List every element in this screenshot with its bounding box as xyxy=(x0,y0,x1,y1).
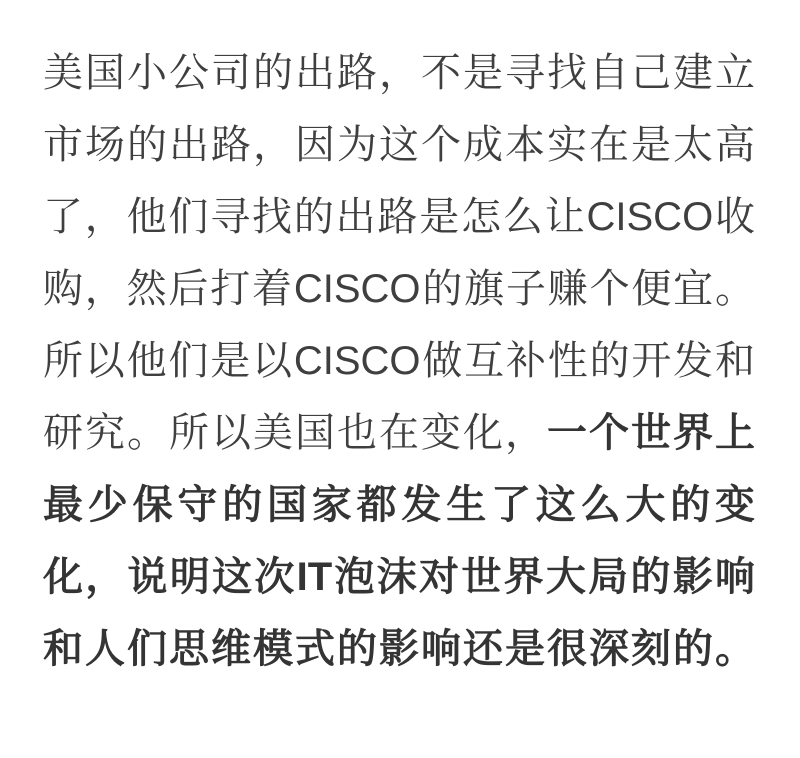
text-segment-regular: 美国小公司的出路，不是寻找自己建立 xyxy=(43,51,755,95)
text-line-2 xyxy=(43,109,755,181)
text-segment-bold: 一个世界上 xyxy=(547,411,755,455)
text-line-6 xyxy=(43,397,755,469)
text-line-5 xyxy=(43,325,755,397)
text-segment-bold: 和人们思维模式的影响还是很深刻的。 xyxy=(43,627,755,671)
text-line-7 xyxy=(43,469,755,541)
text-segment-regular: 了，他们寻找的出路是怎么让CISCO收 xyxy=(43,195,755,239)
text-segment-regular: 研究。所以美国也在变化， xyxy=(43,411,547,455)
text-segment-regular: 所以他们是以CISCO做互补性的开发和 xyxy=(43,339,755,383)
text-line-9 xyxy=(43,613,755,685)
article-text-block xyxy=(43,37,755,685)
text-line-3 xyxy=(43,181,755,253)
text-segment-bold: 化，说明这次IT泡沫对世界大局的影响 xyxy=(43,555,755,599)
text-segment-regular: 市场的出路，因为这个成本实在是太高 xyxy=(43,123,755,167)
text-line-8 xyxy=(43,541,755,613)
text-line-1 xyxy=(43,37,755,109)
text-line-4 xyxy=(43,253,755,325)
text-segment-regular: 购，然后打着CISCO的旗子赚个便宜。 xyxy=(43,267,755,311)
text-segment-bold: 最少保守的国家都发生了这么大的变 xyxy=(43,483,755,527)
